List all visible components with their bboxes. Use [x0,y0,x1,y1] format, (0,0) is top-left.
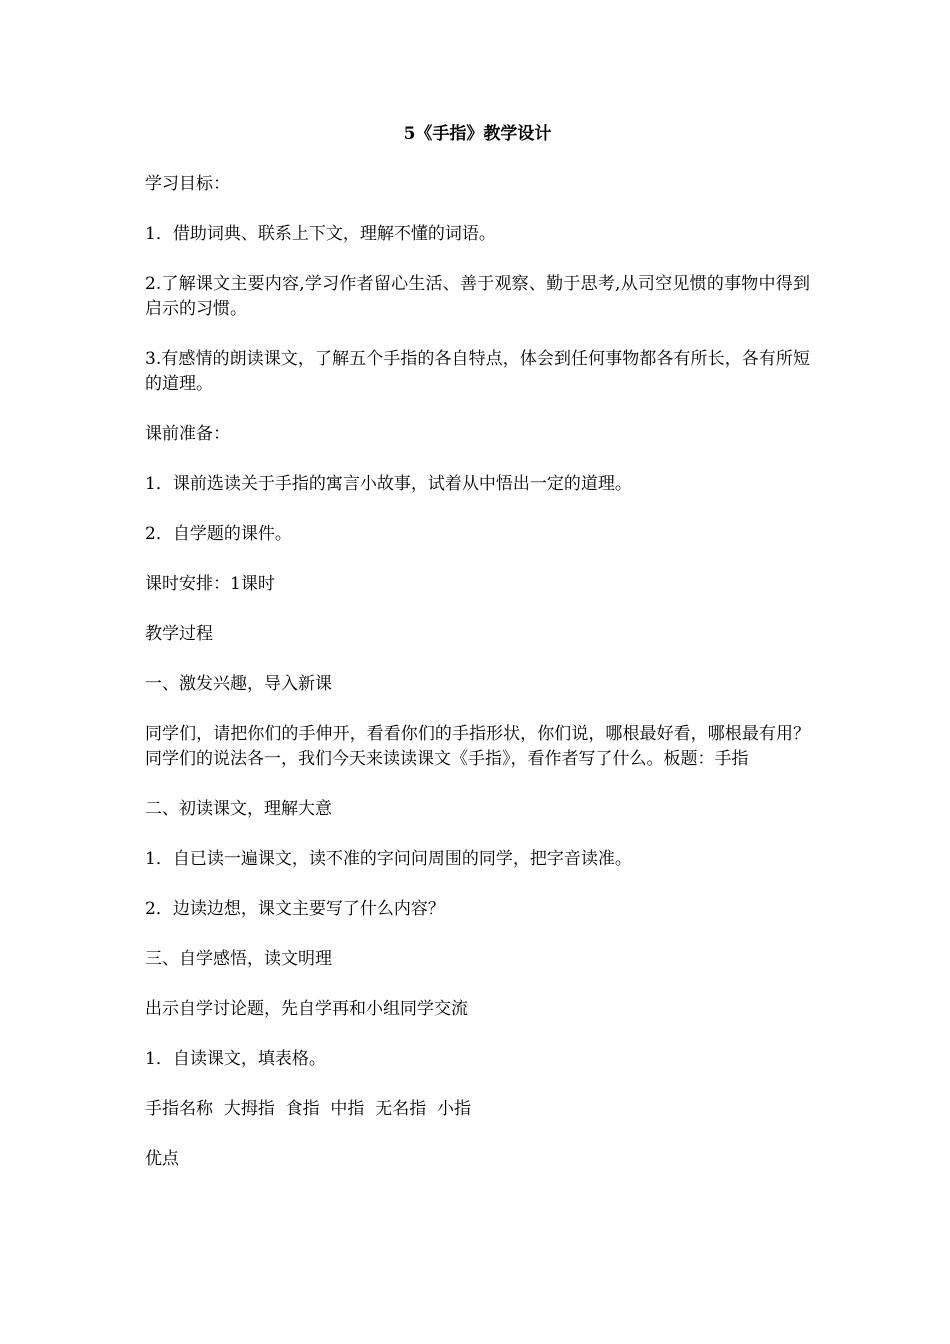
finger-table-row-strengths: 优点 [145,1149,179,1169]
section-3-heading: 三、自学感悟，读文明理 [145,949,332,969]
heading-teaching-process: 教学过程 [145,624,213,644]
section-2-heading: 二、初读课文，理解大意 [145,799,332,819]
class-schedule: 课时安排：1课时 [145,574,275,594]
document-title: 5《手指》教学设计 [403,124,552,144]
section-3-intro: 出示自学讨论题，先自学再和小组同学交流 [145,999,468,1019]
section-2-item-1: 1．自已读一遍课文，读不准的字问问周围的同学，把字音读准。 [145,849,632,869]
goal-item-1: 1．借助词典、联系上下文，理解不懂的词语。 [145,224,496,244]
section-2-item-2: 2．边读边想，课文主要写了什么内容？ [145,899,445,919]
goal-item-3: 3.有感情的朗读课文，了解五个手指的各自特点，体会到任何事物都各有所长，各有所短的道理。 [145,349,810,394]
goal-item-2: 2.了解课文主要内容,学习作者留心生活、善于观察、勤于思考,从司空见惯的事物中得到启示的习惯。 [145,274,810,319]
preparation-item-1: 1．课前选读关于手指的寓言小故事，试着从中悟出一定的道理。 [145,474,632,494]
section-3-item-1: 1．自读课文，填表格。 [145,1049,326,1069]
finger-table-header: 手指名称 大拇指 食指 中指 无名指 小指 [145,1099,472,1119]
heading-learning-goals: 学习目标： [145,174,230,194]
heading-preparation: 课前准备： [145,424,230,444]
document-page [145,122,810,1197]
preparation-item-2: 2．自学题的课件。 [145,524,292,544]
section-1-heading: 一、激发兴趣，导入新课 [145,674,332,694]
section-1-body: 同学们，请把你们的手伸开，看看你们的手指形状，你们说，哪根最好看，哪根最有用？同学们的说法各一，我们今天来读读课文《手指》，看作者写了什么。板题：手指 [145,724,810,769]
